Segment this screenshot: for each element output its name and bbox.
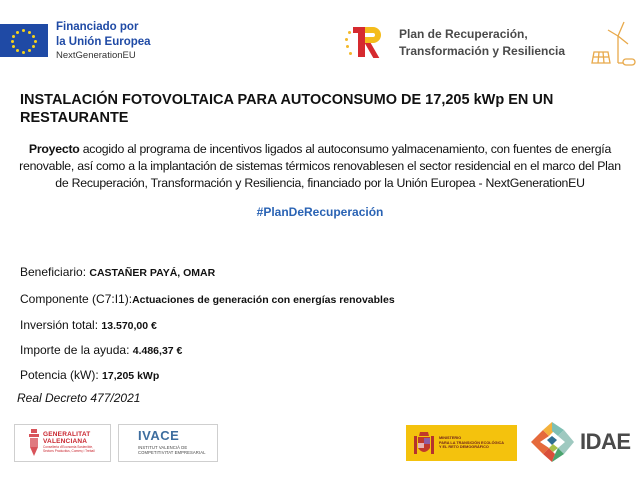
- ministerio-line1: MINISTERIO: [439, 435, 462, 440]
- generalitat-line1: GENERALITAT: [43, 431, 91, 439]
- idae-word: IDAE: [580, 429, 631, 454]
- field-label: Beneficiario:: [20, 265, 87, 279]
- ministerio-line3: Y EL RETO DEMOGRÁFICO: [439, 445, 489, 450]
- eu-logo-line1: Financiado por: [56, 21, 139, 33]
- field-value: 4.486,37 €: [132, 345, 183, 357]
- eu-logo-line3: NextGenerationEU: [56, 50, 136, 61]
- field-beneficiary: [20, 265, 215, 279]
- eu-funding-logo: [0, 22, 151, 61]
- field-total-investment: [20, 318, 157, 332]
- ministerio-logo: [406, 425, 517, 461]
- field-value: 13.570,00 €: [101, 320, 157, 332]
- recovery-plan-line2: Transformación y Resiliencia: [399, 43, 566, 58]
- field-label: Inversión total:: [20, 318, 99, 332]
- page-title: INSTALACIÓN FOTOVOLTAICA PARA AUTOCONSUMO DE 17,205 kWp EN UN RESTAURANTE: [20, 92, 554, 126]
- generalitat-line2: VALENCIANA: [43, 437, 88, 445]
- generalitat-valenciana-logo: [14, 424, 111, 462]
- royal-decree: Real Decreto 477/2021: [17, 391, 141, 405]
- hashtag: #PlanDeRecuperación: [256, 205, 384, 219]
- ivace-sub2: COMPETITIVITAT EMPRESARIAL: [138, 450, 206, 456]
- field-power: [20, 368, 159, 382]
- field-value: 17,205 kWp: [102, 370, 160, 382]
- field-label: Importe de la ayuda:: [20, 343, 130, 357]
- generalitat-line3: Conselleria d'Economia Sostenible, Sectors Productius, Comerç i Treball: [43, 445, 95, 453]
- description-body: acogido al programa de incentivos ligados al autoconsumo yalmacenamiento, con fuentes de energía renovable, así como a la implantación de sistemas térmicos renovablesen el sector residencial en el marco del Plan de Recuperación, Transformación y Resiliencia, financiado por la Unión Europea - NextGenerationEU: [19, 142, 621, 190]
- recovery-plan-line1: Plan de Recuperación,: [399, 27, 528, 42]
- field-label: Potencia (kW):: [20, 368, 99, 382]
- ivace-word: IVACE: [138, 428, 180, 443]
- spain-coat-of-arms-icon: [414, 430, 434, 457]
- generalitat-emblem-icon: [29, 429, 39, 457]
- field-aid-amount: [20, 343, 182, 357]
- eu-flag-icon: [0, 24, 48, 57]
- description-lead: Proyecto: [28, 142, 80, 156]
- recovery-plan-logo: [345, 25, 565, 60]
- idae-mark-icon: [527, 421, 577, 463]
- idae-logo: [527, 421, 631, 463]
- ivace-sub1: INSTITUT VALENCIÀ DE: [138, 445, 188, 450]
- wind-turbine-solar-icon: [588, 18, 638, 68]
- field-component: [20, 292, 395, 306]
- ivace-logo: [118, 424, 218, 462]
- field-value: CASTAÑER PAYÁ, OMAR: [89, 267, 216, 279]
- field-value: Actuaciones de generación con energías renovables: [132, 294, 395, 306]
- eu-logo-line2: la Unión Europea: [56, 35, 151, 48]
- tr-mark-icon: [345, 25, 387, 60]
- ministerio-line2: PARA LA TRANSICIÓN ECOLÓGICA: [439, 440, 505, 445]
- project-description: [14, 141, 626, 192]
- field-label: Componente (C7:I1):: [20, 292, 133, 306]
